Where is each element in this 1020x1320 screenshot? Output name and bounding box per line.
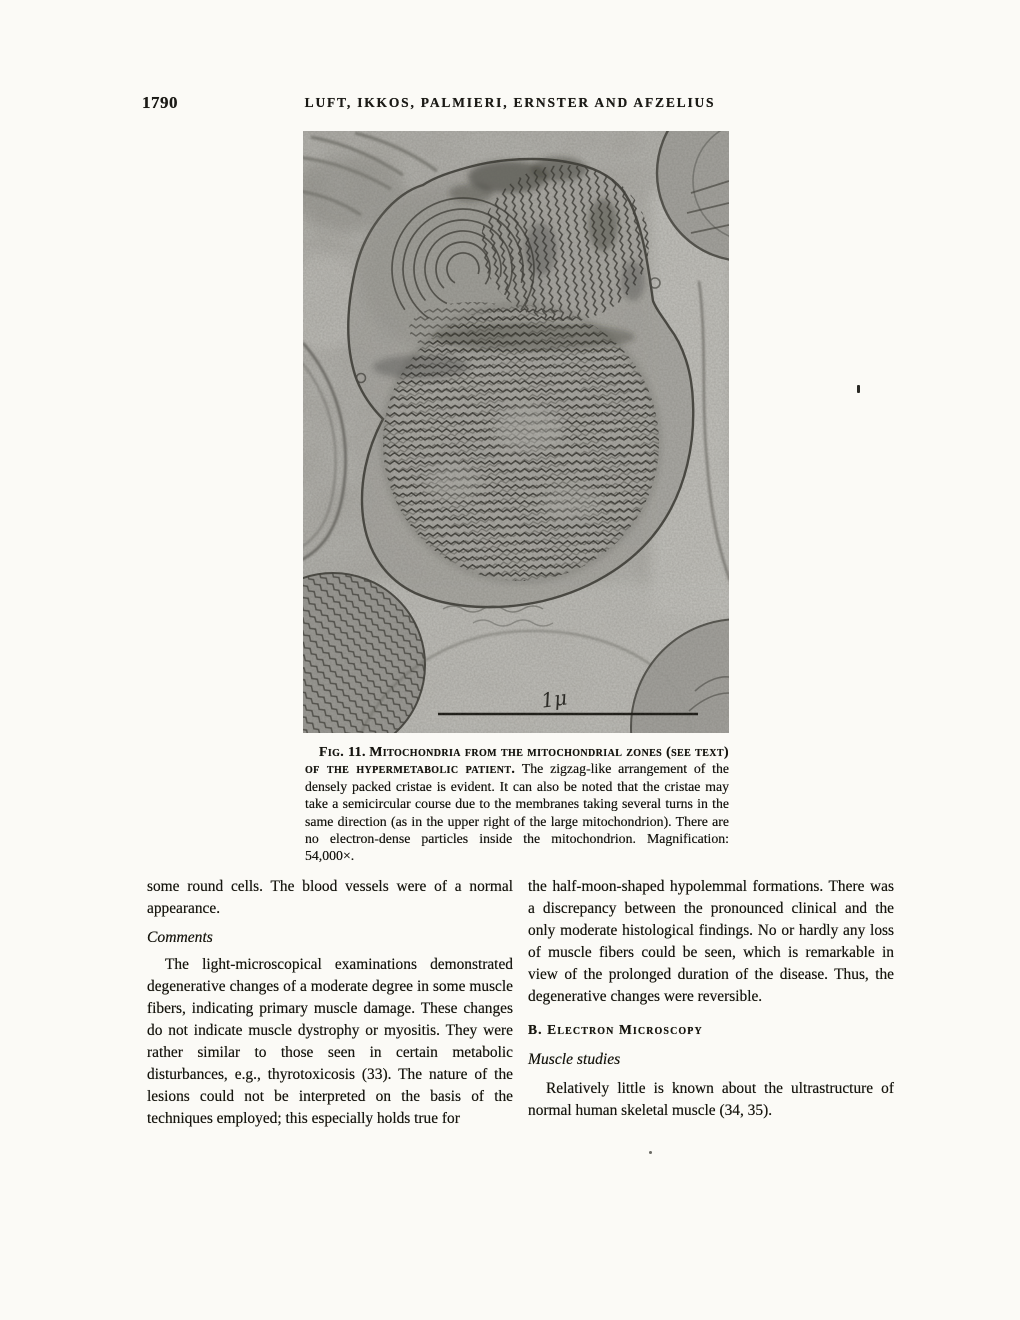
right-column — [528, 876, 894, 1122]
page-number: 1790 — [142, 93, 178, 112]
comments-paragraph: The light-microscopical examinations demonstrated degenerative changes of a moderate degree in some muscle fibers, indicating primary muscle damage. These changes do not indicate muscle dystrophy or myositis. They were rather similar to those seen in certain metabolic disturbances, e.g., thyrotoxicosis (33). The nature of the lesions could not be interpreted on the basis of the techniques employed; this especially holds true for — [147, 956, 513, 1127]
left-column — [147, 876, 513, 1130]
comments-heading: Comments — [147, 929, 213, 946]
subsection-heading-muscle-studies: Muscle studies — [528, 1051, 621, 1068]
section-heading-electron-microscopy: B. Electron Microscopy — [528, 1022, 703, 1037]
figure-caption — [305, 743, 729, 865]
caption-text: The zigzag-like arrangement of the densely packed cristae is evident. It can also be noted that the cristae may take a semicircular course due to the membranes taking several turns in the same direction (as in the upper right of the large mitochondrion). There are no electron-dense particles inside the mitochondrion. Magnification: 54,000×. — [305, 761, 730, 864]
muscle-paragraph: Relatively little is known about the ultrastructure of normal human skeletal muscle (34, 35). — [528, 1080, 894, 1119]
continuation-paragraph: some round cells. The blood vessels were of a normal appearance. — [147, 878, 513, 917]
micrograph-figure — [303, 131, 729, 733]
scan-artifact-dot — [649, 1151, 652, 1154]
micrograph-layers — [303, 131, 729, 733]
continuation-paragraph: the half-moon-shaped hypolemmal formations. There was a discrepancy between the pronounced clinical and the only moderate histological findings. No or hardly any loss of muscle fibers could be seen, which is remarkable in view of the prolonged duration of the disease. Thus, the degenerative changes were reversible. — [528, 878, 894, 1005]
caption-smallcaps-title: Mitochondria from the mitochondrial zones (see text) of the hypermetabolic patient. — [305, 744, 729, 777]
running-head: LUFT, IKKOS, PALMIERI, ERNSTER AND AFZELIUS — [304, 95, 716, 110]
caption-lead: Fig. 11. — [319, 744, 366, 759]
scan-artifact-tick — [857, 385, 860, 393]
micrograph-image — [303, 131, 729, 733]
